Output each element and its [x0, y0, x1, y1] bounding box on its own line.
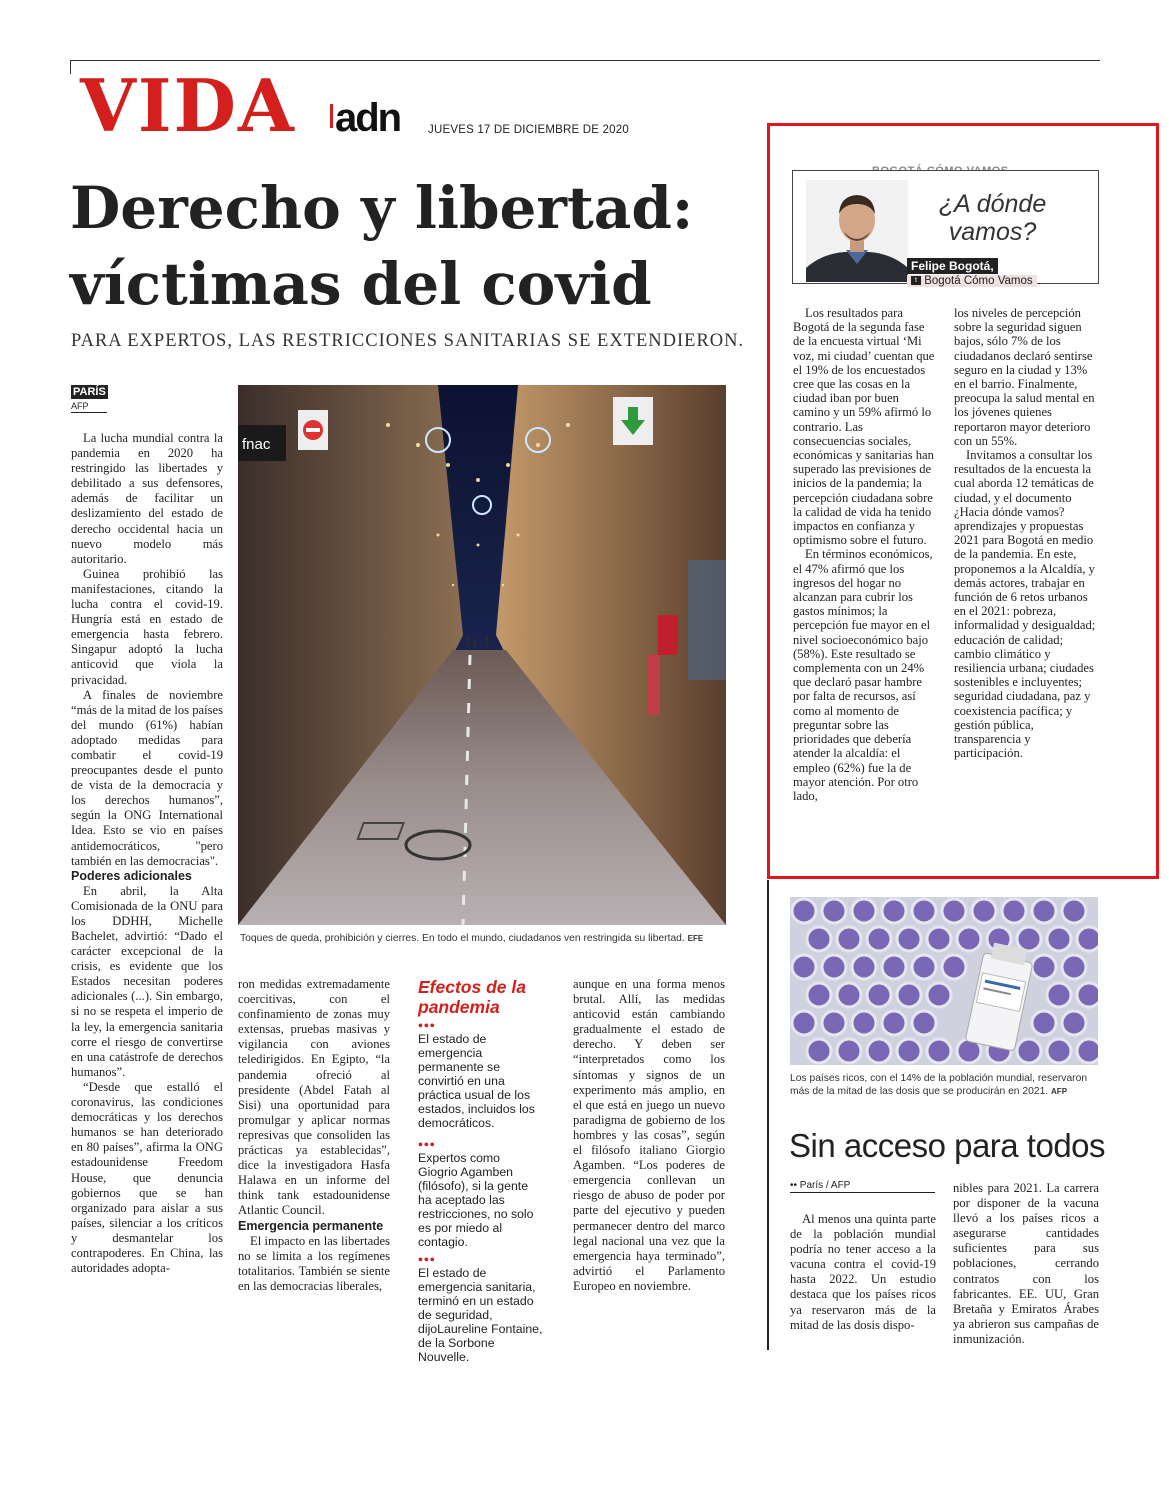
fnac-sign: fnac [242, 436, 271, 453]
brand-logo-mark [330, 104, 333, 128]
deck: PARA EXPERTOS, LAS RESTRICCIONES SANITARIAS SE EXTENDIERON. [71, 331, 745, 351]
opinion-title [920, 190, 1065, 246]
street-photo [238, 385, 726, 925]
article-paragraph: “Desde que estalló el coronavirus, las condiciones democráticas y los derechos humanos se han deteriorado en 80 países”, afirma la ONG estadounidense Freedom House, que denuncia gobiernos que se han organizado para aislar a sus países, silenciar a los críticos y desmantelar los contrapoderes. En China, las autoridades adopta- [71, 1079, 223, 1276]
article-paragraph: aunque en una forma menos brutal. Allí, las medidas anticovid están cambiando gradualmente el estado de derecho. Y deben ser “interpretados como los síntomas y signos de un experimento más amplio, en el que está en juego un nuevo paradigma de gobierno de los hombres y las cosas”, según el filósofo italiano Giorgio Agamben. “Los poderes de emergencia conllevan un riesgo de abuso de poder por parte del ejecutivo y pueden permanecer dentro del marco legal nacional una vez que la emergencia haya terminado”, advirtió el Parlamento Europeo en noviembre. [573, 977, 725, 1293]
brand-name: adn [335, 96, 401, 140]
top-rule-tick [70, 60, 71, 74]
headline [70, 170, 770, 322]
bullet-dots: ••• [418, 1019, 436, 1034]
vaccine-photo [790, 897, 1098, 1065]
vaccine-paragraph: nibles para 2021. La carrera por disponer de la vacuna llevó a los países ricos a asegurarse cantidades suficientes para sus poblaciones, cerrando contratos con los fabricantes. EE. UU, Gran Bretaña y Emiratos Árabes ya abrieron sus campañas de inmunización. [953, 1181, 1099, 1346]
article-paragraph: La lucha mundial contra la pandemia en 2020 ha restringido las libertades y debilitado a sus defensores, además de facilitar un deslizamiento del estado de derecho occidental hacia un nuevo modelo más autoritario. [71, 431, 223, 566]
bullet-dots: ••• [418, 1138, 436, 1153]
opinion-column-2 [954, 306, 1099, 761]
columnist-photo [806, 180, 908, 282]
vaccine-photo-credit: AFP [1051, 1087, 1068, 1096]
vaccine-caption [790, 1072, 1100, 1098]
article-column-4 [573, 977, 725, 1294]
twitter-icon: t [911, 276, 921, 285]
vaccine-dateline: •• París / AFP [790, 1180, 935, 1193]
effects-item: El estado de emergencia sanitaria, terminó en un estado de seguridad, dijoLaureline Fontaine, de la Sorbone Nouvelle. [418, 1266, 543, 1364]
opinion-paragraph: Los resultados para Bogotá de la segunda fase de la encuesta virtual ‘Mi voz, mi ciudad’ cuentan que el 19% de los encuestados cree que las cosas en la ciudad iban por buen camino y un 59% afirmó lo contrario. Las consecuencias sociales, económicas y sanitarias han superado las previsiones de inicios de la pandemia; la percepción ciudadana sobre la calidad de vida ha tenido impactos en confianza y optimismo sobre el futuro. [793, 306, 935, 548]
author-name: Felipe Bogotá, [907, 258, 998, 274]
dateline [71, 382, 109, 413]
vaccine-column-1 [790, 1212, 936, 1333]
article-column-1 [71, 431, 223, 1276]
dateline-city: PARÍS [73, 386, 106, 398]
brand-logo [330, 98, 400, 138]
article-paragraph: Guinea prohibió las manifestaciones, citando la lucha contra el covid-19. Hungría está en estado de emergencia hasta febrero. Singapur adoptó la lucha anticovid que viola la privacidad. [71, 566, 223, 687]
opinion-paragraph: los niveles de percepción sobre la seguridad siguen bajos, sólo 7% de los ciudadanos declaró sentirse seguro en la ciudad y 13% en el barrio. Finalmente, preocupa la salud mental en los jóvenes quienes reportaron mayor deterioro con un 55%. [954, 306, 1095, 448]
opinion-title-line-1: ¿A dónde [938, 190, 1047, 218]
article-paragraph: ron medidas extremadamente coercitivas, con el confinamiento de zonas muy extensas, pruebas masivas y vigilancia con aviones teledirigidos. En Egipto, “la pandemia ofreció al presidente (Abdel Fatah al Sisi) una oportunidad para promulgar y aplicar normas represivas que consoliden las prácticas ya establecidas”, dice la investigadora Hasfa Halawa en un informe del think tank estadounidense Atlantic Council. [238, 977, 390, 1218]
effects-title [418, 977, 543, 1017]
subhead-poderes: Poderes adicionales [71, 868, 192, 883]
article-column-2 [238, 977, 390, 1294]
vaccine-column-2 [953, 1181, 1099, 1347]
headline-line-1: Derecho y libertad: [70, 174, 694, 242]
bullet-dots: ••• [418, 1253, 436, 1268]
opinion-paragraph: En términos económicos, el 47% afirmó que los ingresos del hogar no alcanzan para cubrir los gastos mínimos; la percepción fue mayor en el nivel socioeconómico bajo (58%). Este resultado se complementa con un 24% que declaró pasar hambre por falta de recursos, así como al momento de preguntar sobre las prioridades que debería atender la alcaldía: el empleo (62%) fue la de mayor atención. Por otro lado, [793, 547, 933, 803]
dateline-agency: AFP [71, 400, 107, 413]
twitter-handle: Bogotá Cómo Vamos [924, 275, 1033, 287]
headline-line-2: víctimas del covid [70, 250, 652, 318]
article-paragraph: El impacto en las libertades no se limita a los regímenes totalitarios. También se siente en las democracias liberales, [238, 1233, 390, 1293]
subhead-emergencia: Emergencia permanente [238, 1218, 384, 1233]
opinion-column-1 [793, 306, 938, 803]
vaccine-caption-text: Los países ricos, con el 14% de la población mundial, reservaron más de la mitad de las dosis que se producirán en 2021. [790, 1073, 1088, 1097]
article-paragraph: A finales de noviembre “más de la mitad de los países del mundo (61%) habían adoptado medidas para combatir el covid-19 preocupantes desde el punto de vista de la democracia y los derechos humanos”, según la ONG International Idea. Esto se vio en países antidemocráticos, "pero también en las democracias". [71, 687, 223, 868]
author-twitter[interactable] [907, 275, 1037, 287]
effects-title-line-1: Efectos de la [418, 977, 526, 997]
vaccine-headline: Sin acceso para todos [789, 1127, 1106, 1164]
vaccine-paragraph: Al menos una quinta parte de la población mundial podría no tener acceso a la vacuna contra el covid-19 hasta 2022. Un estudio destaca que los países ricos ya reservaron más de la mitad de las dosis dispo- [790, 1212, 936, 1332]
opinion-title-line-2: vamos? [948, 218, 1037, 246]
article-paragraph: En abril, la Alta Comisionada de la ONU para los DDHH, Michelle Bachelet, advirtió: “Dado el carácter excepcional de la crisis, es evidente que los Estados necesitan poderes adicionales (...). Sin embargo, si no se respeta el imperio de la ley, la emergencia sanitaria corre el riesgo de convertirse en una catástrofe de derechos humanos”. [71, 883, 223, 1079]
effects-item: Expertos como Giogrio Agamben (filósofo), si la gente ha aceptado las restricciones, no solo es por miedo al contagio. [418, 1151, 534, 1249]
effects-title-line-2: pandemia [418, 997, 500, 1017]
effects-item: El estado de emergencia permanente se convirtió en una práctica usual de los estados, incluidos los democráticos. [418, 1032, 535, 1130]
columnist-portrait [806, 180, 908, 282]
street-photo-image [238, 385, 726, 925]
photo-credit: EFE [687, 934, 704, 943]
column-divider [767, 880, 769, 1350]
photo-caption-text: Toques de queda, prohibición y cierres. En todo el mundo, ciudadanos ven restringida su libertad. [240, 933, 685, 944]
photo-caption [240, 933, 730, 944]
top-rule [70, 60, 1100, 61]
vaccine-vials-image [790, 897, 1098, 1065]
issue-date: JUEVES 17 DE DICIEMBRE DE 2020 [428, 124, 629, 136]
section-title: VIDA [80, 63, 296, 148]
opinion-paragraph: Invitamos a consultar los resultados de la encuesta la cual aborda 12 temáticas de ciudad, y el documento ¿Hacia dónde vamos? aprendizajes y propuestas 2021 para Bogotá en medio de la pandemia. En este, proponemos a la Alcaldía, y demás actores, trabajar en función de 6 retos urbanos en el 2021: pobreza, informalidad y desigualdad; educación de calidad; cambio climático y resiliencia urbana; ciudades sostenibles e incluyentes; seguridad ciudadana, paz y coexistencia pacífica; y gestión pública, transparencia y participación. [954, 448, 1096, 761]
effects-sidebar [418, 977, 543, 1366]
